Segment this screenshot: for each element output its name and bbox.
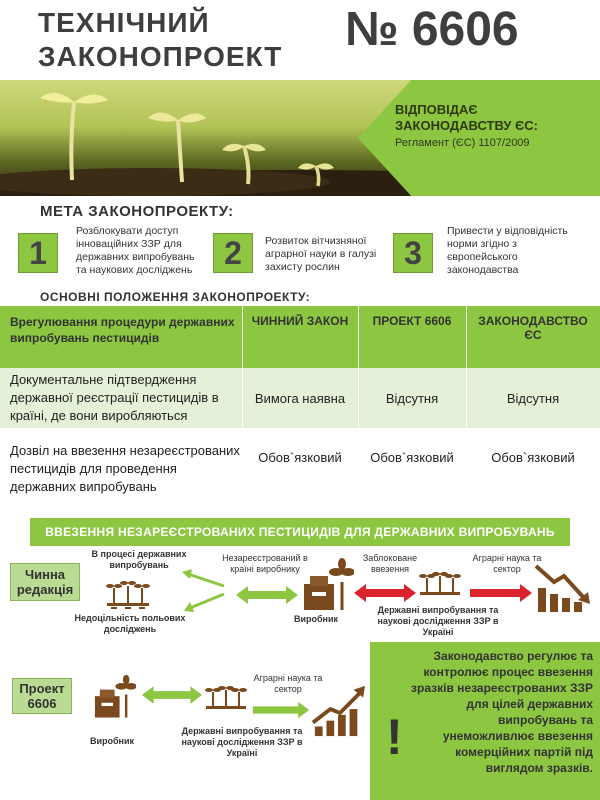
table-row xyxy=(0,368,600,428)
unregistered-text: Незареєстрований в країні виробнику xyxy=(222,553,308,574)
double-arrow-green xyxy=(142,684,202,706)
producer-factory-icon xyxy=(298,558,354,612)
cell-eu-law: Обов`язковий xyxy=(466,428,600,510)
conclusion-text: Законодавство регулює та контролює процес ввезення зразків незареєстрованих ЗЗР для цілей державних випробувань та унеможливлює ввезення комерційних партій під виглядом зразків. xyxy=(411,649,593,775)
project-agrarian-sector-text: Аграрні наука та сектор xyxy=(253,673,323,694)
import-section-heading: ВВЕЗЕННЯ НЕЗАРЕЄСТРОВАНИХ ПЕСТИЦИДІВ ДЛЯ ДЕРЖАВНИХ ВИПРОБУВАНЬ xyxy=(30,518,570,546)
blocked-import-text: Заблоковане ввезення xyxy=(362,553,418,574)
double-arrow-red xyxy=(354,582,416,604)
goal-1-number: 1 xyxy=(18,233,58,273)
plants-icon xyxy=(204,680,248,714)
column-header-current-law: ЧИННИЙ ЗАКОН xyxy=(242,306,358,368)
goal-3-number: 3 xyxy=(393,233,433,273)
table-row xyxy=(0,428,600,510)
producer-factory-icon xyxy=(90,672,136,722)
goal-2-number: 2 xyxy=(213,233,253,273)
column-header-project: ПРОЕКТ 6606 xyxy=(358,306,466,368)
declining-chart-icon xyxy=(532,558,594,614)
cell-eu-law: Відсутня xyxy=(466,368,600,428)
project-state-trials-text: Державні випробування та наукові дослідження ЗЗР в Україні xyxy=(181,726,303,758)
arrow-green-right xyxy=(252,700,310,720)
exclamation-mark: ! xyxy=(386,709,403,765)
provisions-table xyxy=(0,306,600,510)
state-trials-process-text: В процесі державних випробувань xyxy=(91,549,187,570)
double-arrow-green xyxy=(236,584,298,606)
document-number: № 6606 xyxy=(345,3,519,56)
project-producer-label: Виробник xyxy=(89,736,135,746)
column-header-eu-law: ЗАКОНОДАВСТВО ЄС xyxy=(466,306,600,368)
state-trials-text: Державні випробування та наукові дослідження ЗЗР в Україні xyxy=(377,605,499,637)
cell-current-law: Вимога наявна xyxy=(242,368,358,428)
plants-icon xyxy=(104,573,152,611)
plants-icon xyxy=(418,566,462,600)
row-label: Документальне підтвердження державної реєстрації пестицидів в країні, де вони виробляються xyxy=(0,368,242,428)
current-edition-label: Чинна редакція xyxy=(10,563,80,601)
goal-3-text: Привести у відповідність норми згідно з європейського законодавства xyxy=(447,225,568,276)
producer-label: Виробник xyxy=(293,614,339,624)
cell-current-law: Обов`язковий xyxy=(242,428,358,510)
arrow-red-right xyxy=(470,582,532,604)
regulation-reference: Регламент (ЄС) 1107/2009 xyxy=(395,137,530,149)
insufficient-trials-text: Недоцільність польових досліджень xyxy=(74,613,186,634)
cell-project: Обов`язковий xyxy=(358,428,466,510)
goals-heading: МЕТА ЗАКОНОПРОЕКТУ: xyxy=(40,203,234,220)
column-header-procedure: Врегулювання процедури державних випробувань пестицидів xyxy=(0,306,242,368)
eu-compliance-heading: ВІДПОВІДАЄ ЗАКОНОДАВСТВУ ЄС: xyxy=(395,102,539,133)
cell-project: Відсутня xyxy=(358,368,466,428)
goal-2-text: Розвиток вітчизняної аграрної науки в галузі захисту рослин xyxy=(265,235,377,273)
project-edition-label: Проект 6606 xyxy=(12,678,72,714)
provisions-heading: ОСНОВНІ ПОЛОЖЕННЯ ЗАКОНОПРОЕКТУ: xyxy=(40,290,311,304)
growth-chart-icon xyxy=(308,684,370,738)
row-label: Дозвіл на ввезення незареєстрованих пестицидів для проведення державних випробувань xyxy=(0,428,242,510)
agrarian-sector-text: Аграрні наука та сектор xyxy=(472,553,542,574)
document-title: ТЕХНІЧНИЙ ЗАКОНОПРОЕКТ xyxy=(38,7,283,72)
table-header-row xyxy=(0,306,600,368)
goal-1-text: Розблокувати доступ інноваційних ЗЗР для державних випробувань та наукових досліджень xyxy=(76,225,195,276)
eu-compliance-text xyxy=(395,102,595,150)
